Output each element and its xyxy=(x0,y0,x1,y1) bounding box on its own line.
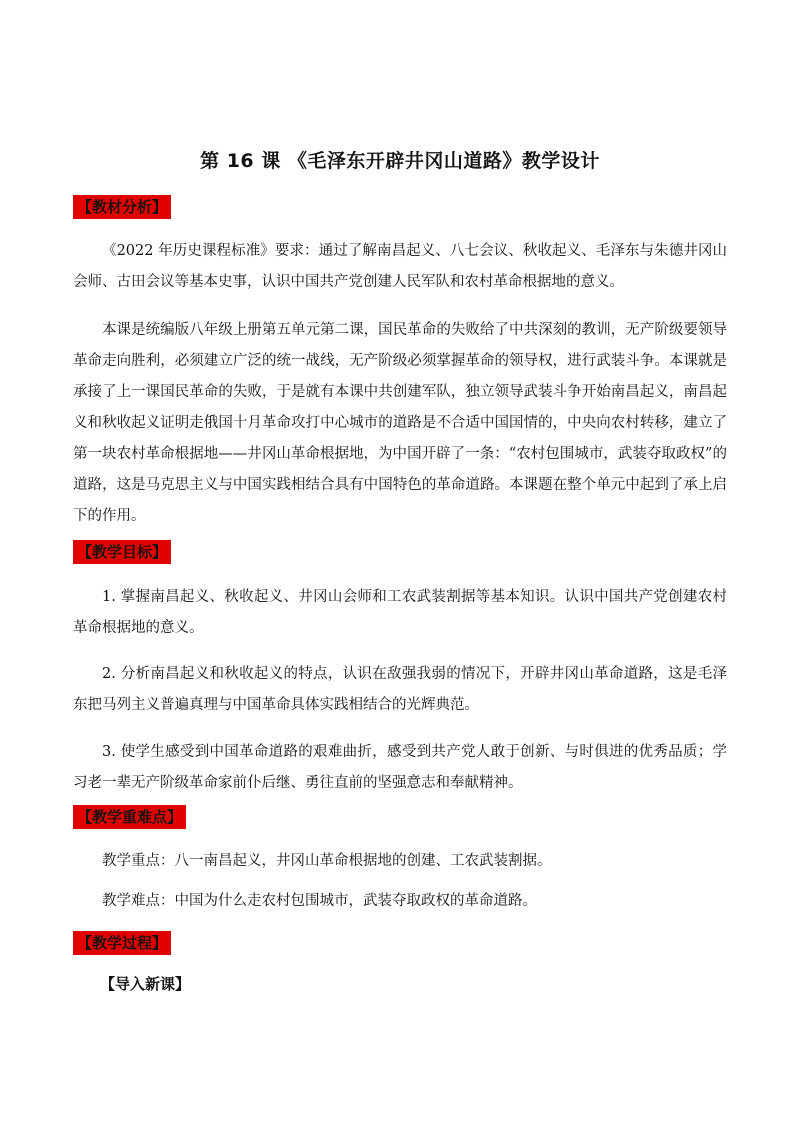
objective-item-3: 3. 使学生感受到中国革命道路的艰难曲折，感受到共产党人敢于创新、与时俱进的优秀品质；学习老一辈无产阶级革命家前仆后继、勇往直前的坚强意志和奉献精神。 xyxy=(73,744,727,791)
heading-teaching-objectives: 【教学目标】 xyxy=(73,540,171,564)
page-title: 第 16 课 《毛泽东开辟井冈山道路》教学设计 xyxy=(200,150,600,172)
heading-key-points: 【教学重难点】 xyxy=(73,805,186,829)
objective-item-2: 2. 分析南昌起义和秋收起义的特点，认识在敌强我弱的情况下，开辟井冈山革命道路，这是毛泽东把马列主义普遍真理与中国革命具体实践相结合的光辉典范。 xyxy=(73,666,727,713)
heading-teaching-process: 【教学过程】 xyxy=(73,931,171,955)
heading-material-analysis: 【教材分析】 xyxy=(73,195,171,219)
key-point-difficulty: 教学难点：中国为什么走农村包围城市，武装夺取政权的革命道路。 xyxy=(102,893,537,909)
subheading-introduction: 【导入新课】 xyxy=(100,975,191,993)
objective-item-1: 1. 掌握南昌起义、秋收起义、井冈山会师和工农武装割据等基本知识。认识中国共产党创建农村革命根据地的意义。 xyxy=(73,589,727,636)
analysis-paragraph-2: 本课是统编版八年级上册第五单元第二课，国民革命的失败给了中共深刻的教训，无产阶级要领导革命走向胜利，必须建立广泛的统一战线，无产阶级必须掌握革命的领导权，进行武装斗争。本课就是承接了上一课国民革命的失败，于是就有本课中共创建军队，独立领导武装斗争开始南昌起义，南昌起义和秋收起义证明走俄国十月革命攻打中心城市的道路是不合适中国国情的，中央向农村转移，建立了第一块农村革命根据地——井冈山革命根据地，为中国开辟了一条：“农村包围城市，武装夺取政权”的道路，这是马克思主义与中国实践相结合具有中国特色的革命道路。本课题在整个单元中起到了承上启下的作用。 xyxy=(73,322,727,524)
key-point-focus: 教学重点：八一南昌起义，井冈山革命根据地的创建、工农武装割据。 xyxy=(102,853,552,869)
analysis-paragraph-1: 《2022 年历史课程标准》要求：通过了解南昌起义、八七会议、秋收起义、毛泽东与朱德井冈山会师、古田会议等基本史事，认识中国共产党创建人民军队和农村革命根据地的意义。 xyxy=(73,243,727,290)
